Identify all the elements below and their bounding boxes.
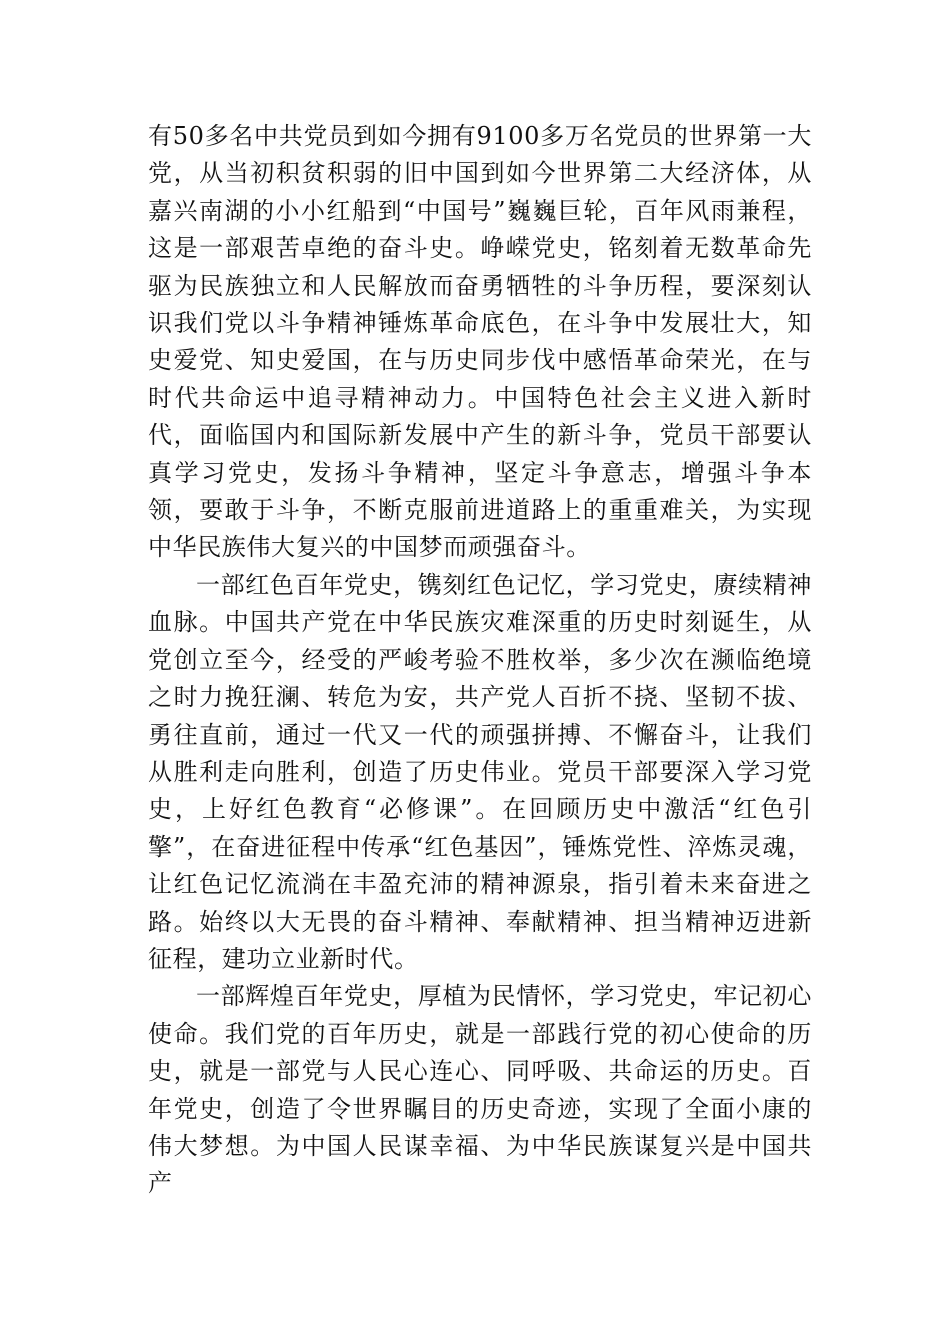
paragraph-2: 一部红色百年党史，镌刻红色记忆，学习党史，赓续精神血脉。中国共产党在中华民族灾难深重的历史时刻诞生，从党创立至今，经受的严峻考验不胜枚举，多少次在濒临绝境之时力挽狂澜、转危为安，共产党人百折不挠、坚韧不拔、勇往直前，通过一代又一代的顽强拼搏、不懈奋斗，让我们从胜利走向胜利，创造了历史伟业。党员干部要深入学习党史，上好红色教育“必修课”。在回顾历史中激活“红色引擎”，在奋进征程中传承“红色基因”，锤炼党性、淬炼灵魂，让红色记忆流淌在丰盈充沛的精神源泉，指引着未来奋进之路。始终以大无畏的奋斗精神、奉献精神、担当精神迈进新征程，建功立业新时代。 [148,570,812,973]
paragraph-1: 有50多名中共党员到如今拥有9100多万名党员的世界第一大党，从当初积贫积弱的旧中国到如今世界第二大经济体，从嘉兴南湖的小小红船到“中国号”巍巍巨轮，百年风雨兼程，这是一部艰苦卓绝的奋斗史。峥嵘党史，铭刻着无数革命先驱为民族独立和人民解放而奋勇牺牲的斗争历程，要深刻认识我们党以斗争精神锤炼革命底色，在斗争中发展壮大，知史爱党、知史爱国，在与历史同步伐中感悟革命荣光，在与时代共命运中追寻精神动力。中国特色社会主义进入新时代，面临国内和国际新发展中产生的新斗争，党员干部要认真学习党史，发扬斗争精神，坚定斗争意志，增强斗争本领，要敢于斗争，不断克服前进道路上的重重难关，为实现中华民族伟大复兴的中国梦而顽强奋斗。 [148,122,812,562]
body-text [148,118,812,1203]
paragraph-3: 一部辉煌百年党史，厚植为民情怀，学习党史，牢记初心使命。我们党的百年历史，就是一部践行党的初心使命的历史，就是一部党与人民心连心、同呼吸、共命运的历史。百年党史，创造了令世界瞩目的历史奇迹，实现了全面小康的伟大梦想。为中国人民谋幸福、为中华民族谋复兴是中国共产 [148,982,812,1198]
